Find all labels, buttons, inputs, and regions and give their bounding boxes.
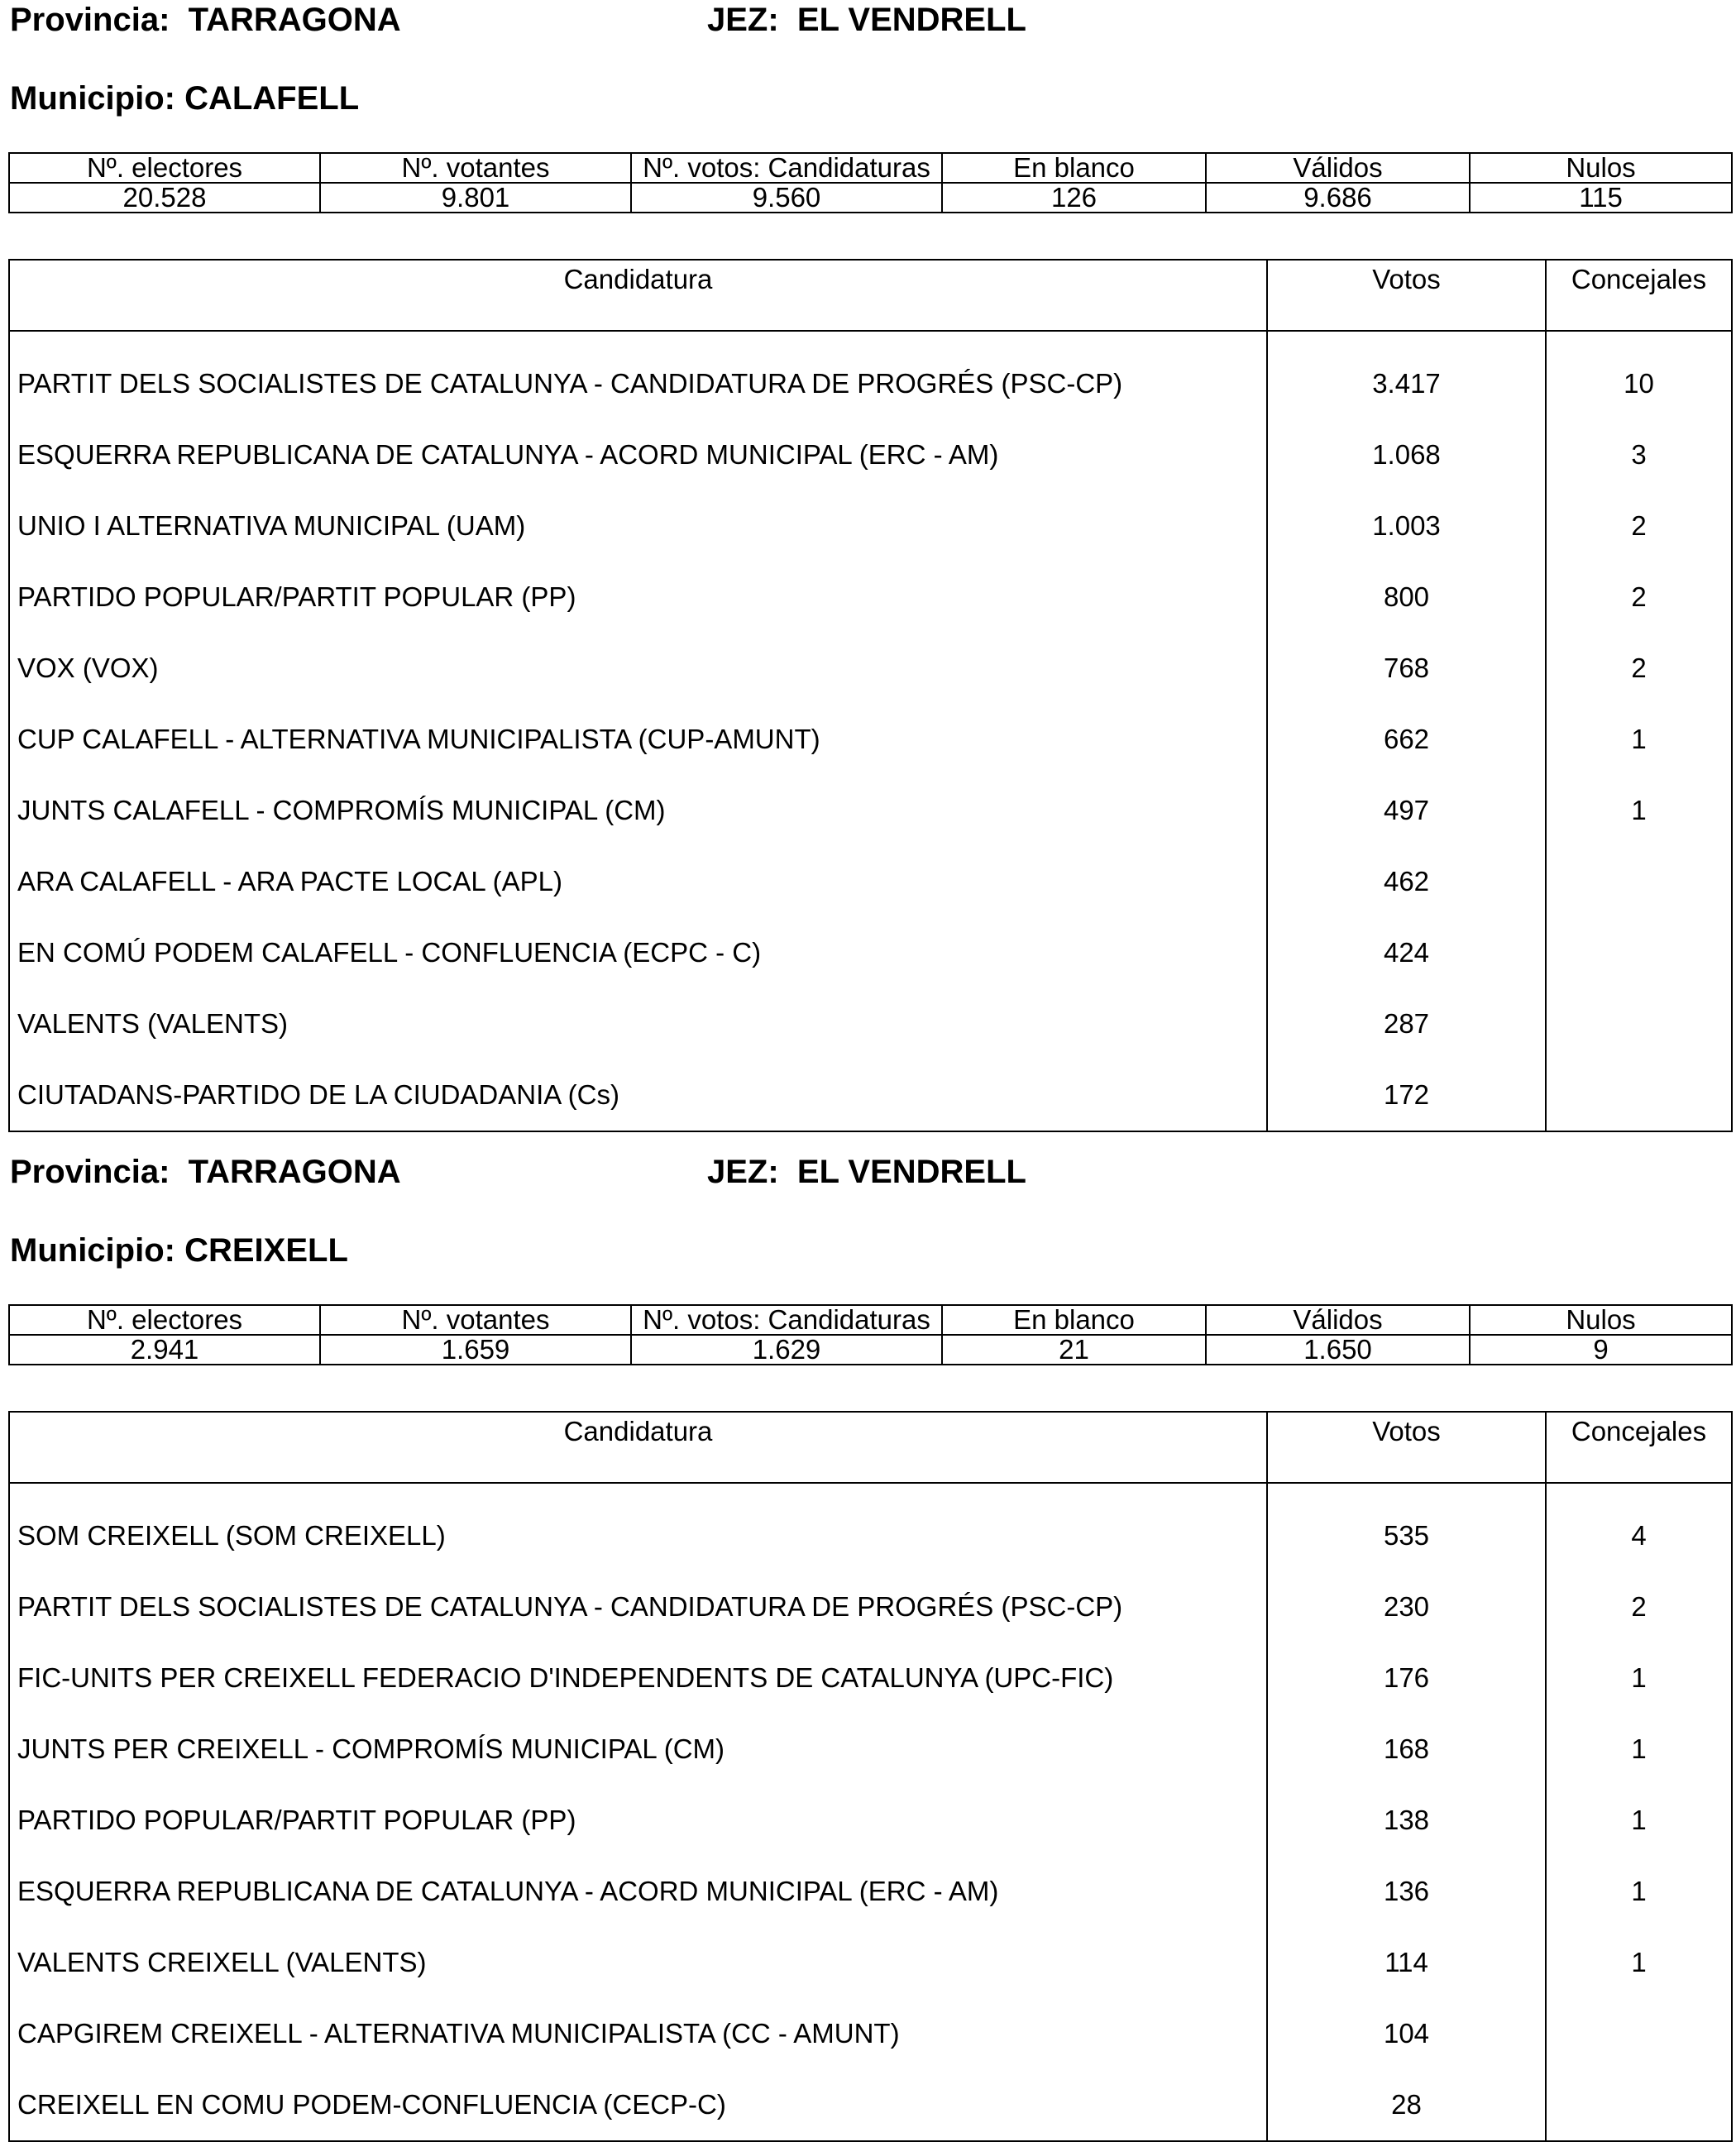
- provincia-value: TARRAGONA: [188, 2, 401, 38]
- table-row: [9, 988, 1732, 1059]
- concejales-value: [1546, 1059, 1732, 1131]
- votos-value: 168: [1267, 1714, 1546, 1785]
- votantes-header: Nº. votantes: [320, 153, 631, 183]
- candidaturas-header-row: [9, 260, 1732, 331]
- concejales-value: [1546, 988, 1732, 1059]
- municipio-label: Municipio:: [10, 80, 185, 117]
- nulos-value: 115: [1470, 183, 1732, 213]
- table-row: [9, 562, 1732, 633]
- summary-header-row: [9, 1305, 1732, 1335]
- candidatura-name: PARTIDO POPULAR/PARTIT POPULAR (PP): [9, 1785, 1267, 1856]
- en-blanco-value: 126: [942, 183, 1206, 213]
- jez-label: JEZ:: [707, 1154, 797, 1190]
- concejales-value: 1: [1546, 1785, 1732, 1856]
- table-row: [9, 490, 1732, 562]
- candidatura-name: PARTIT DELS SOCIALISTES DE CATALUNYA - CANDIDATURA DE PROGRÉS (PSC-CP): [9, 1571, 1267, 1642]
- candidatura-name: VALENTS (VALENTS): [9, 988, 1267, 1059]
- concejales-value: 1: [1546, 704, 1732, 775]
- municipio-heading: [10, 79, 359, 118]
- table-row: [9, 419, 1732, 490]
- candidatura-name: CUP CALAFELL - ALTERNATIVA MUNICIPALISTA (CUP-AMUNT): [9, 704, 1267, 775]
- table-row: [9, 2069, 1732, 2141]
- votantes-header: Nº. votantes: [320, 1305, 631, 1335]
- table-row: [9, 917, 1732, 988]
- votos-value: 424: [1267, 917, 1546, 988]
- candidatura-name: ESQUERRA REPUBLICANA DE CATALUNYA - ACORD MUNICIPAL (ERC - AM): [9, 1856, 1267, 1927]
- votos-candidaturas-value: 9.560: [631, 183, 942, 213]
- candidatura-name: CREIXELL EN COMU PODEM-CONFLUENCIA (CECP-C): [9, 2069, 1267, 2141]
- concejales-value: [1546, 917, 1732, 988]
- table-row: [9, 1998, 1732, 2069]
- votos-value: 136: [1267, 1856, 1546, 1927]
- electores-value: 2.941: [9, 1335, 320, 1365]
- electores-header: Nº. electores: [9, 1305, 320, 1335]
- municipio-value: CALAFELL: [184, 80, 360, 117]
- table-row: [9, 1571, 1732, 1642]
- provincia-heading: [10, 1152, 401, 1192]
- table-row: [9, 846, 1732, 917]
- summary-header-row: [9, 153, 1732, 183]
- votos-candidaturas-value: 1.629: [631, 1335, 942, 1365]
- table-row: [9, 1927, 1732, 1998]
- votos-header: Votos: [1267, 260, 1546, 331]
- candidatura-name: ARA CALAFELL - ARA PACTE LOCAL (APL): [9, 846, 1267, 917]
- concejales-value: 2: [1546, 490, 1732, 562]
- provincia-label: Provincia:: [10, 2, 189, 38]
- jez-heading: [707, 0, 1026, 40]
- votos-value: 800: [1267, 562, 1546, 633]
- validos-header: Válidos: [1206, 1305, 1470, 1335]
- concejales-value: 4: [1546, 1483, 1732, 1571]
- votos-value: 172: [1267, 1059, 1546, 1131]
- votos-value: 535: [1267, 1483, 1546, 1571]
- votos-value: 662: [1267, 704, 1546, 775]
- electores-value: 20.528: [9, 183, 320, 213]
- summary-value-row: [9, 183, 1732, 213]
- concejales-value: 1: [1546, 1856, 1732, 1927]
- nulos-value: 9: [1470, 1335, 1732, 1365]
- candidatura-name: PARTIDO POPULAR/PARTIT POPULAR (PP): [9, 562, 1267, 633]
- table-row: [9, 633, 1732, 704]
- municipio-heading: [10, 1231, 348, 1270]
- summary-table: [8, 1304, 1733, 1365]
- candidatura-header: Candidatura: [9, 260, 1267, 331]
- votos-value: 462: [1267, 846, 1546, 917]
- concejales-value: 2: [1546, 562, 1732, 633]
- votos-value: 230: [1267, 1571, 1546, 1642]
- votos-value: 138: [1267, 1785, 1546, 1856]
- votos-value: 768: [1267, 633, 1546, 704]
- candidatura-name: VOX (VOX): [9, 633, 1267, 704]
- concejales-header: Concejales: [1546, 260, 1732, 331]
- candidatura-name: VALENTS CREIXELL (VALENTS): [9, 1927, 1267, 1998]
- en-blanco-value: 21: [942, 1335, 1206, 1365]
- concejales-value: 1: [1546, 775, 1732, 846]
- votos-value: 287: [1267, 988, 1546, 1059]
- provincia-value: TARRAGONA: [188, 1154, 401, 1190]
- votos-header: Votos: [1267, 1412, 1546, 1483]
- concejales-value: [1546, 846, 1732, 917]
- concejales-value: 2: [1546, 633, 1732, 704]
- candidatura-name: PARTIT DELS SOCIALISTES DE CATALUNYA - CANDIDATURA DE PROGRÉS (PSC-CP): [9, 331, 1267, 419]
- votos-value: 497: [1267, 775, 1546, 846]
- table-row: [9, 1059, 1732, 1131]
- nulos-header: Nulos: [1470, 1305, 1732, 1335]
- table-row: [9, 1483, 1732, 1571]
- candidatura-header: Candidatura: [9, 1412, 1267, 1483]
- concejales-value: 2: [1546, 1571, 1732, 1642]
- votos-value: 176: [1267, 1642, 1546, 1714]
- municipio-label: Municipio:: [10, 1232, 185, 1269]
- candidatura-name: SOM CREIXELL (SOM CREIXELL): [9, 1483, 1267, 1571]
- table-row: [9, 331, 1732, 419]
- concejales-value: [1546, 2069, 1732, 2141]
- votos-value: 1.068: [1267, 419, 1546, 490]
- summary-table: [8, 152, 1733, 213]
- jez-label: JEZ:: [707, 2, 797, 38]
- votos-value: 1.003: [1267, 490, 1546, 562]
- candidatura-name: JUNTS PER CREIXELL - COMPROMÍS MUNICIPAL (CM): [9, 1714, 1267, 1785]
- votos-candidaturas-header: Nº. votos: Candidaturas: [631, 153, 942, 183]
- votos-value: 3.417: [1267, 331, 1546, 419]
- nulos-header: Nulos: [1470, 153, 1732, 183]
- en-blanco-header: En blanco: [942, 1305, 1206, 1335]
- provincia-heading: [10, 0, 401, 40]
- validos-header: Válidos: [1206, 153, 1470, 183]
- votos-value: 104: [1267, 1998, 1546, 2069]
- electores-header: Nº. electores: [9, 153, 320, 183]
- concejales-value: [1546, 1998, 1732, 2069]
- candidaturas-table: [8, 1411, 1733, 2142]
- candidatura-name: ESQUERRA REPUBLICANA DE CATALUNYA - ACORD MUNICIPAL (ERC - AM): [9, 419, 1267, 490]
- votos-candidaturas-header: Nº. votos: Candidaturas: [631, 1305, 942, 1335]
- summary-value-row: [9, 1335, 1732, 1365]
- candidatura-name: JUNTS CALAFELL - COMPROMÍS MUNICIPAL (CM): [9, 775, 1267, 846]
- concejales-value: 1: [1546, 1714, 1732, 1785]
- table-row: [9, 704, 1732, 775]
- concejales-header: Concejales: [1546, 1412, 1732, 1483]
- concejales-value: 10: [1546, 331, 1732, 419]
- votos-value: 114: [1267, 1927, 1546, 1998]
- concejales-value: 3: [1546, 419, 1732, 490]
- table-row: [9, 1642, 1732, 1714]
- candidaturas-header-row: [9, 1412, 1732, 1483]
- candidatura-name: FIC-UNITS PER CREIXELL FEDERACIO D'INDEPENDENTS DE CATALUNYA (UPC-FIC): [9, 1642, 1267, 1714]
- table-row: [9, 1714, 1732, 1785]
- jez-heading: [707, 1152, 1026, 1192]
- candidatura-name: CIUTADANS-PARTIDO DE LA CIUDADANIA (Cs): [9, 1059, 1267, 1131]
- provincia-label: Provincia:: [10, 1154, 189, 1190]
- validos-value: 1.650: [1206, 1335, 1470, 1365]
- concejales-value: 1: [1546, 1927, 1732, 1998]
- concejales-value: 1: [1546, 1642, 1732, 1714]
- candidatura-name: CAPGIREM CREIXELL - ALTERNATIVA MUNICIPALISTA (CC - AMUNT): [9, 1998, 1267, 2069]
- votantes-value: 1.659: [320, 1335, 631, 1365]
- validos-value: 9.686: [1206, 183, 1470, 213]
- en-blanco-header: En blanco: [942, 153, 1206, 183]
- jez-value: EL VENDRELL: [796, 2, 1026, 38]
- table-row: [9, 775, 1732, 846]
- municipio-value: CREIXELL: [184, 1232, 348, 1269]
- votos-value: 28: [1267, 2069, 1546, 2141]
- table-row: [9, 1785, 1732, 1856]
- jez-value: EL VENDRELL: [796, 1154, 1026, 1190]
- votantes-value: 9.801: [320, 183, 631, 213]
- candidaturas-table: [8, 259, 1733, 1132]
- candidatura-name: UNIO I ALTERNATIVA MUNICIPAL (UAM): [9, 490, 1267, 562]
- table-row: [9, 1856, 1732, 1927]
- candidatura-name: EN COMÚ PODEM CALAFELL - CONFLUENCIA (ECPC - C): [9, 917, 1267, 988]
